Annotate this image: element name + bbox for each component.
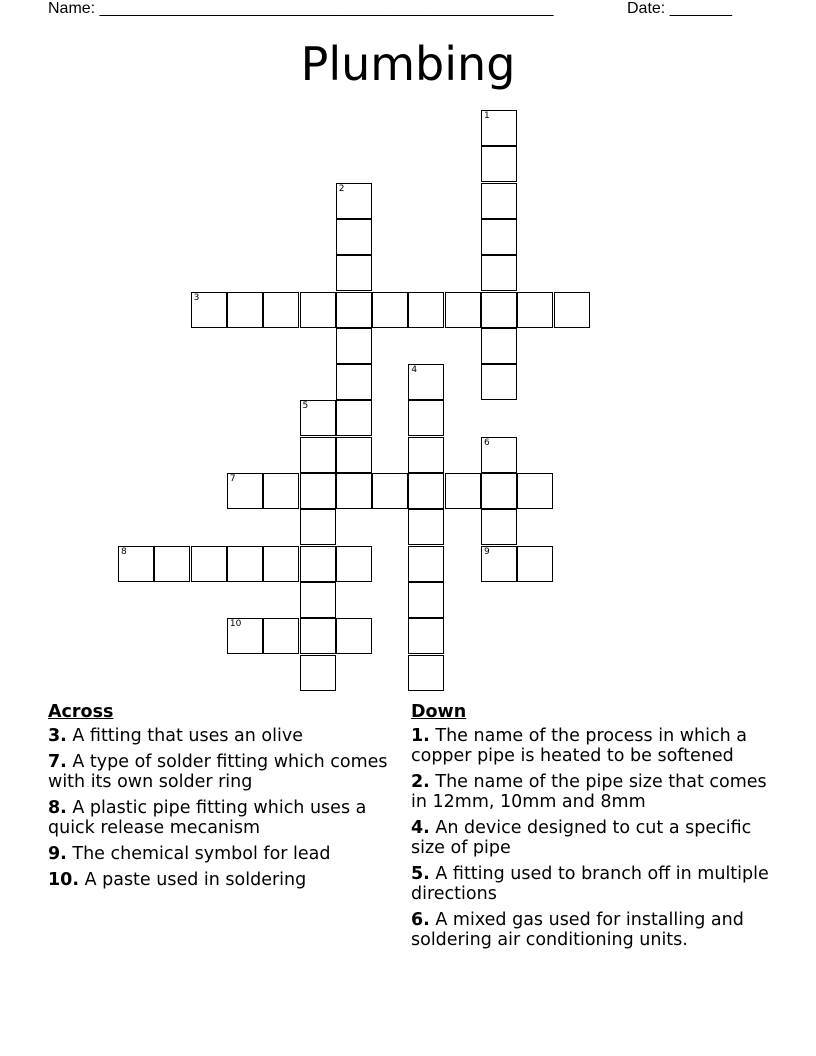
clue-number: 10. (48, 870, 80, 890)
grid-cell[interactable] (481, 546, 517, 582)
cell-number: 2 (338, 183, 345, 194)
grid-cell[interactable] (408, 655, 444, 691)
clue-number: 4. (411, 818, 430, 838)
clue-number: 8. (48, 798, 67, 818)
grid-cell[interactable] (481, 328, 517, 364)
clue-number: 7. (48, 752, 67, 772)
cell-number: 6 (484, 437, 490, 448)
grid-cell[interactable] (300, 618, 336, 654)
clue-down-6 (411, 910, 771, 950)
grid-cell[interactable] (408, 364, 444, 400)
grid-cell[interactable] (481, 255, 517, 291)
clue-down-4 (411, 818, 771, 858)
clue-text: A plastic pipe fitting which uses a quick release mecanism (48, 798, 367, 838)
grid-cell[interactable] (481, 183, 517, 219)
grid-cell[interactable] (336, 437, 372, 473)
grid-cell[interactable] (336, 255, 372, 291)
grid-cell[interactable] (300, 437, 336, 473)
down-clues (411, 701, 771, 956)
across-heading: Across (48, 702, 114, 722)
grid-cell[interactable] (118, 546, 154, 582)
grid-cell[interactable] (408, 437, 444, 473)
grid-cell[interactable] (336, 618, 372, 654)
cell-number: 7 (229, 474, 236, 484)
grid-cell[interactable] (336, 328, 372, 364)
clue-across-10 (48, 870, 408, 890)
grid-cell[interactable] (408, 292, 444, 328)
grid-cell[interactable] (300, 292, 336, 328)
grid-cell[interactable] (227, 292, 263, 328)
grid-cell[interactable] (263, 618, 299, 654)
grid-cell[interactable] (300, 582, 336, 618)
grid-cell[interactable] (336, 473, 372, 509)
grid-cell[interactable] (445, 473, 481, 509)
clue-number: 5. (411, 864, 430, 884)
page-title: Plumbing (300, 37, 516, 91)
cell-number: 10 (229, 619, 242, 630)
grid-cell[interactable] (300, 473, 336, 509)
clue-text: A type of solder fitting which comes with its own solder ring (48, 752, 388, 792)
clue-text: The name of the process in which a copper pipe is heated to be softened (411, 726, 747, 766)
grid-cell[interactable] (336, 364, 372, 400)
grid-cell[interactable] (336, 219, 372, 255)
grid-cell[interactable] (481, 219, 517, 255)
grid-cell[interactable] (300, 400, 336, 436)
clue-number: 1. (411, 726, 430, 746)
clue-across-8 (48, 798, 408, 838)
grid-cell[interactable] (300, 546, 336, 582)
clue-text: A fitting that uses an olive (66, 726, 303, 746)
clue-text: A paste used in soldering (79, 870, 307, 890)
grid-cell[interactable] (336, 546, 372, 582)
grid-cell[interactable] (263, 546, 299, 582)
clue-text: The chemical symbol for lead (66, 844, 331, 864)
grid-cell[interactable] (481, 146, 517, 182)
grid-cell[interactable] (481, 473, 517, 509)
grid-cell[interactable] (263, 473, 299, 509)
across-clues (48, 701, 408, 896)
cell-number: 9 (484, 546, 490, 557)
grid-cell[interactable] (408, 618, 444, 654)
clue-number: 3. (48, 726, 67, 746)
grid-cell[interactable] (481, 110, 517, 146)
grid-cell[interactable] (227, 473, 263, 509)
grid-cell[interactable] (517, 292, 553, 328)
clue-across-7 (48, 752, 408, 792)
cell-number: 1 (484, 111, 490, 121)
clue-across-3 (48, 726, 408, 746)
grid-cell[interactable] (517, 473, 553, 509)
grid-cell[interactable] (336, 400, 372, 436)
date-field-line: Date: _______ (627, 0, 732, 17)
grid-cell[interactable] (408, 400, 444, 436)
grid-cell[interactable] (300, 655, 336, 691)
grid-cell[interactable] (336, 292, 372, 328)
grid-cell[interactable] (154, 546, 190, 582)
clue-down-2 (411, 772, 771, 812)
grid-cell[interactable] (481, 437, 517, 473)
grid-cell[interactable] (445, 292, 481, 328)
grid-cell[interactable] (300, 509, 336, 545)
cell-number: 4 (411, 365, 418, 376)
cell-number: 3 (193, 292, 200, 303)
clue-number: 2. (411, 772, 430, 792)
down-heading: Down (411, 702, 467, 722)
clue-number: 9. (48, 844, 67, 864)
grid-cell[interactable] (227, 618, 263, 654)
grid-cell[interactable] (481, 509, 517, 545)
grid-cell[interactable] (372, 473, 408, 509)
clue-text: A fitting used to branch off in multiple directions (411, 864, 769, 904)
grid-cell[interactable] (408, 546, 444, 582)
clue-across-9 (48, 844, 408, 864)
grid-cell[interactable] (263, 292, 299, 328)
clue-text: A mixed gas used for installing and soldering air conditioning units. (411, 910, 744, 950)
name-field-line: Name: ___________________________________________________ (48, 0, 554, 17)
grid-cell[interactable] (191, 546, 227, 582)
grid-cell[interactable] (481, 364, 517, 400)
grid-cell[interactable] (191, 292, 227, 328)
grid-cell[interactable] (554, 292, 590, 328)
clue-down-5 (411, 864, 771, 904)
grid-cell[interactable] (408, 473, 444, 509)
grid-cell[interactable] (336, 183, 372, 219)
grid-cell[interactable] (372, 292, 408, 328)
grid-cell[interactable] (227, 546, 263, 582)
cell-number: 5 (302, 401, 309, 412)
clue-down-1 (411, 726, 771, 766)
cell-number: 8 (121, 546, 127, 557)
grid-cell[interactable] (408, 582, 444, 618)
clue-text: The name of the pipe size that comes in 12mm, 10mm and 8mm (411, 772, 767, 812)
grid-cell[interactable] (517, 546, 553, 582)
clue-text: An device designed to cut a specific size of pipe (411, 818, 752, 858)
grid-cell[interactable] (408, 509, 444, 545)
clue-number: 6. (411, 910, 430, 930)
grid-cell[interactable] (481, 292, 517, 328)
